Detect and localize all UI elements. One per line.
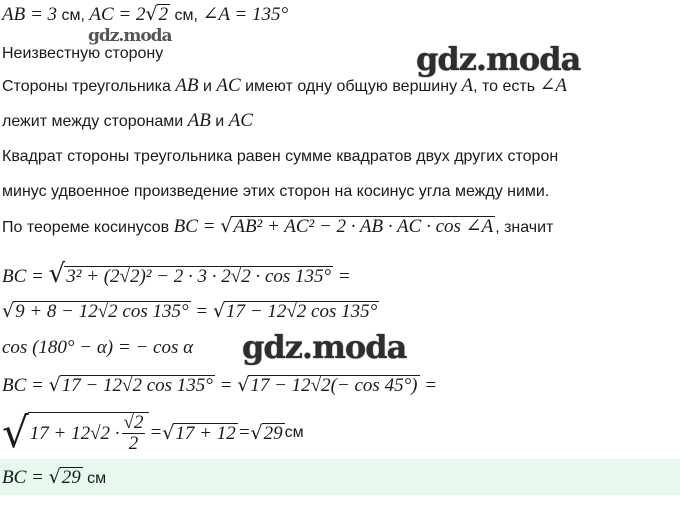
sqrt-icon: √ xyxy=(2,300,15,322)
answer-value: 29 xyxy=(61,467,81,488)
calc-radicand-5 xyxy=(28,412,150,454)
calc-radicand-4b: 17 − 12√2(− cos 45°) xyxy=(250,375,418,396)
sqrt-icon: √ xyxy=(250,422,263,444)
sqrt-icon: √ xyxy=(237,374,250,396)
math-ab: AB xyxy=(187,110,211,131)
calc-radicand-1: 3² + (2√2)² − 2 · 3 · 2√2 · cos 135° xyxy=(66,266,332,287)
explanation-line-2 xyxy=(2,111,253,132)
text-fragment: и xyxy=(210,113,229,130)
sqrt-icon: √ xyxy=(48,374,61,396)
calc-fragment: 17 + 12√2 · xyxy=(29,422,120,444)
calc-line-1 xyxy=(2,259,351,289)
unit-cm: см xyxy=(82,470,107,487)
math-bc-lhs: BC = xyxy=(2,266,49,287)
explanation-line-4: минус удвоенное произведение этих сторон на косинус угла между ними. xyxy=(2,183,550,200)
watermark-big-middle: gdz.moda xyxy=(242,328,407,366)
calc-radicand-5b: 17 + 12 xyxy=(175,422,236,444)
math-angle-a: ∠A xyxy=(539,75,568,96)
sqrt-icon: √ xyxy=(145,3,158,25)
math-bc-lhs: BC = xyxy=(2,375,49,396)
equals-sign: = xyxy=(214,375,238,396)
explanation-line-1 xyxy=(2,76,567,97)
calc-line-4 xyxy=(2,375,437,397)
math-bc-lhs: BC = xyxy=(173,216,221,237)
fraction xyxy=(122,413,146,454)
find-line: Неизвестную сторону xyxy=(2,45,164,62)
calc-radicand-4a: 17 − 12√2 cos 135° xyxy=(61,375,213,396)
calc-line-2 xyxy=(2,301,379,323)
equals-sign: = xyxy=(190,301,213,322)
equals-sign: = xyxy=(237,422,251,443)
answer-box xyxy=(0,459,680,495)
text-fragment: Стороны треугольника xyxy=(2,78,176,95)
math-vertex-a: A xyxy=(461,75,474,96)
given-line xyxy=(2,4,288,26)
given-ac-radicand: 2 xyxy=(158,4,169,25)
math-ac: AC xyxy=(216,75,241,96)
calc-line-3 xyxy=(2,338,193,359)
watermark-big-top: gdz.moda xyxy=(416,40,581,78)
watermark-small: gdz.moda xyxy=(88,26,172,46)
calc-result: 29 xyxy=(263,422,283,444)
given-ab: AB = 3 xyxy=(2,4,58,25)
equals-sign: = xyxy=(149,422,163,443)
cos-identity: cos (180° − α) = − cos α xyxy=(2,337,194,358)
text-fragment: , то есть xyxy=(473,78,540,95)
theorem-text: По теореме косинусов xyxy=(2,219,174,236)
given-cm-2: см, xyxy=(170,7,203,24)
given-ac: AC = 2 xyxy=(89,4,146,25)
unit-cm: см xyxy=(284,424,304,441)
calc-radicand-2a: 9 + 8 − 12√2 cos 135° xyxy=(15,301,189,322)
given-angle: ∠A = 135° xyxy=(202,4,289,25)
theorem-tail: , значит xyxy=(495,219,554,236)
explanation-line-3: Квадрат стороны треугольника равен сумме квадратов двух других сторон xyxy=(2,148,559,165)
calc-line-5 xyxy=(2,410,304,456)
equals-sign: = xyxy=(419,375,438,396)
sqrt-icon: √ xyxy=(220,215,233,237)
math-bc-lhs: BC = xyxy=(2,467,49,488)
calc-radicand-2b: 17 − 12√2 cos 135° xyxy=(226,301,378,322)
theorem-radicand: AB² + AC² − 2 · AB · AC · cos ∠A xyxy=(233,216,494,237)
sqrt-icon: √ xyxy=(48,466,61,488)
theorem-line xyxy=(2,216,553,238)
equals-sign: = xyxy=(333,266,351,287)
sqrt-icon: √ xyxy=(48,259,66,289)
sqrt-icon: √ xyxy=(162,422,175,444)
sqrt-icon: √ xyxy=(2,408,29,457)
text-fragment: лежит между сторонами xyxy=(2,113,188,130)
math-ab: AB xyxy=(175,75,199,96)
text-fragment: и xyxy=(198,78,217,95)
sqrt-icon: √ xyxy=(212,300,226,322)
fraction-numerator: √2 xyxy=(123,412,144,434)
text-fragment: имеют одну общую вершину xyxy=(240,78,462,95)
given-cm-1: см, xyxy=(57,7,90,24)
math-ac: AC xyxy=(228,110,253,131)
fraction-denominator: 2 xyxy=(128,433,139,454)
answer-line xyxy=(2,467,106,489)
